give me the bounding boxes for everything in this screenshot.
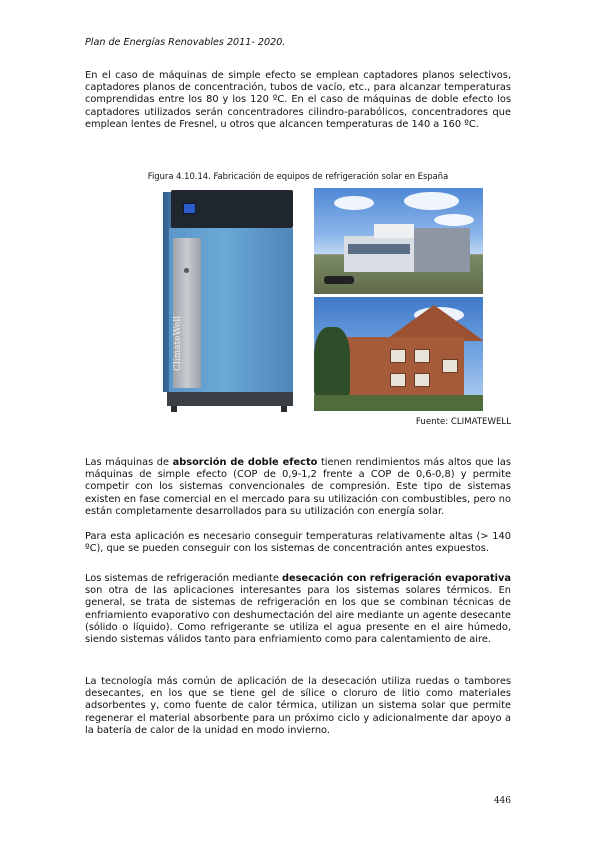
tree xyxy=(314,327,350,397)
machine-display xyxy=(183,203,196,214)
paragraph-desiccant-cooling: Los sistemas de refrigeración mediante desecación con refrigeración evaporativa son otra de las aplicaciones interesantes para los sistemas solares térmicos. En general, se trata de sistemas de refrigeración en los que se combinan técnicas de enfriamiento evaporativo con deshumectación del aire mediante un agente desecante (sólido o líquido). Como refrigerante se utiliza el agua presente en el aire húmedo, siendo sistemas válidos tanto para enfriamiento como para calentamiento de aire. xyxy=(85,573,512,646)
machine-indicator-dot xyxy=(184,268,189,273)
house-window xyxy=(414,373,430,387)
climatewell-machine-image xyxy=(163,190,293,412)
grass xyxy=(314,395,483,411)
machine-foot xyxy=(281,406,287,412)
building-block xyxy=(344,236,414,272)
cloud xyxy=(334,196,374,210)
building-photo-brick-house xyxy=(314,297,483,411)
page-number: 446 xyxy=(493,796,511,806)
paragraph-collector-types: En el caso de máquinas de simple efecto se emplean captadores planos selectivos, captadores planos de concentración, tubos de vacío, etc., para alcanzar temperaturas comprendidas entre los 80 y los 120 ºC. En el caso de máquinas de doble efecto los captadores utilizados serán concentradores cilindro-parabólicos, concentradores que emplean lentes de Fresnel, u otros que alcancen temperaturas de 140 a 160 ºC. xyxy=(85,70,511,130)
figure-caption: Figura 4.10.14. Fabricación de equipos de refrigeración solar en España xyxy=(147,171,449,181)
building-roof-block xyxy=(374,224,414,238)
house-window xyxy=(414,349,430,363)
machine-brand-panel xyxy=(173,238,201,388)
paragraph-temperature-requirement: Para esta aplicación es necesario conseguir temperaturas relativamente altas (> 140 ºC), que se pueden conseguir con los sistemas de concentración antes expuestos. xyxy=(85,531,511,555)
building-photo-modern xyxy=(314,188,483,294)
figure-source: Fuente: CLIMATEWELL xyxy=(415,417,511,427)
bold-term: desecación con refrigeración evaporativa xyxy=(282,573,512,584)
building-block xyxy=(410,228,470,272)
house-window xyxy=(390,349,406,363)
machine-base xyxy=(167,392,293,406)
paragraph-double-effect: Las máquinas de absorción de doble efecto tienen rendimientos más altos que las máquinas de simple efecto (COP de 0,9-1,2 frente a COP de 0,6-0,8) y permite competir con los sistemas convencionales de compresión. Este tipo de sistemas existen en fase comercial en el mercado para su utilización con combustibles, pero no están completamente desarrollados para su utilización con energía solar. xyxy=(85,457,511,517)
house-gable xyxy=(384,305,483,341)
machine-foot xyxy=(171,406,177,412)
document-header: Plan de Energías Renovables 2011- 2020. xyxy=(85,37,286,48)
cloud xyxy=(404,192,459,210)
machine-top xyxy=(171,190,293,228)
bold-term: absorción de doble efecto xyxy=(172,457,318,468)
car xyxy=(324,276,354,284)
house-window xyxy=(390,373,406,387)
paragraph-desiccant-technology: La tecnología más común de aplicación de la desecación utiliza ruedas o tambores desecantes, en los que se tiene gel de sílice o cloruro de litio como materiales adsorbentes y, como fuente de calor térmica, utilizan un sistema solar que permite regenerar el material absorbente para un próximo ciclo y adicionalmente dar apoyo a la batería de calor de la unidad en modo invierno. xyxy=(85,676,511,736)
building-windows xyxy=(348,244,410,254)
house-window xyxy=(442,359,458,373)
cloud xyxy=(434,214,474,226)
machine-brand-label: ClimateWell xyxy=(173,315,183,371)
